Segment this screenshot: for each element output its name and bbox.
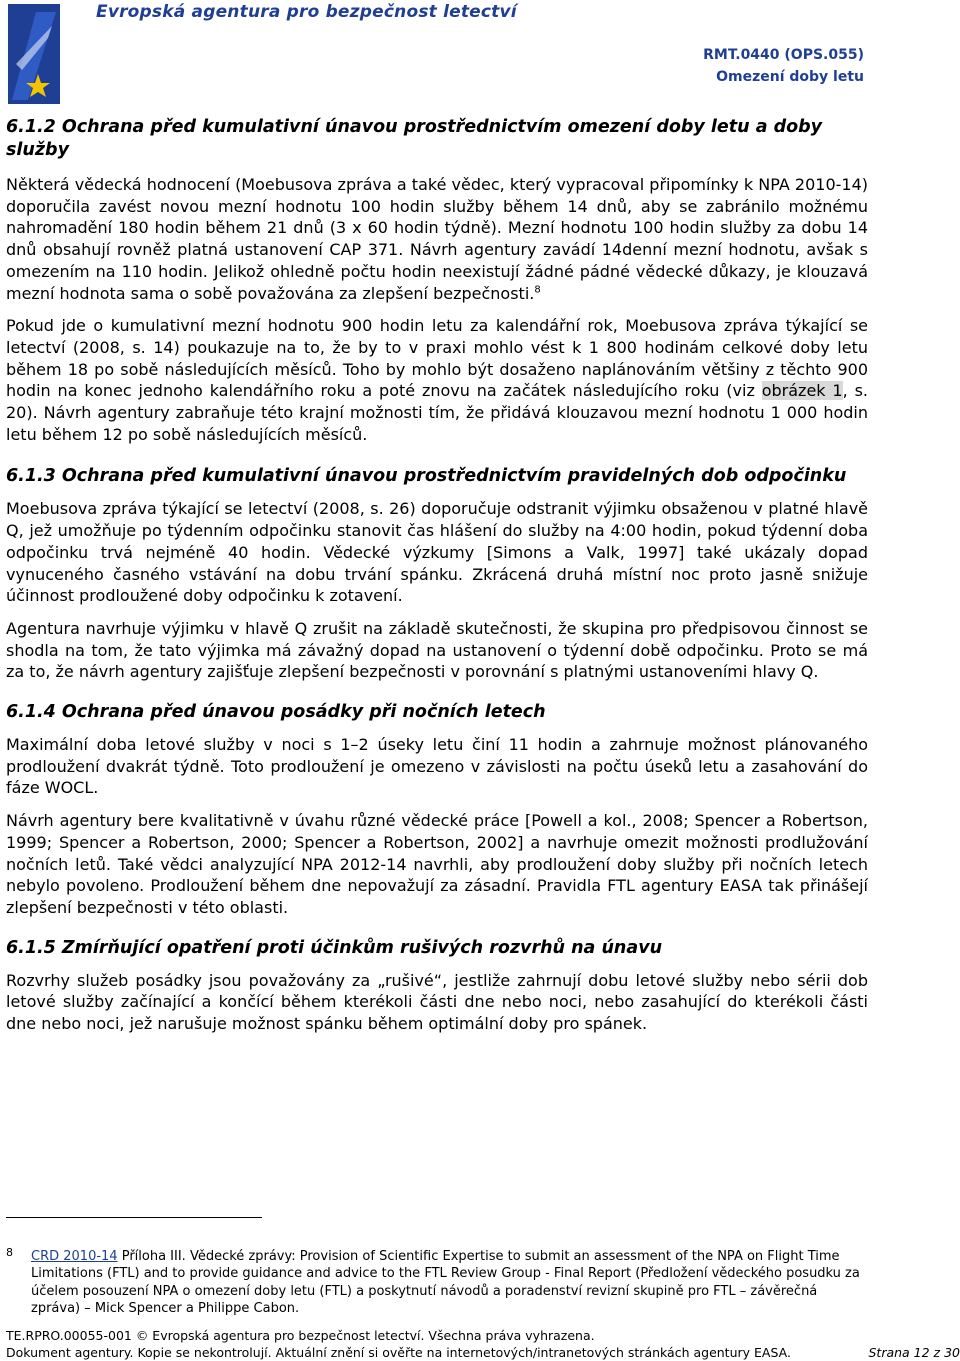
footnote-separator xyxy=(6,1217,262,1218)
footnote-text: Příloha III. Vědecké zprávy: Provision of Scientific Expertise to submit an assessment of the NPA on Flight Time Limitations (FTL) and to provide guidance and advice to the FTL Review Group - Final Report (Předložení vědeckého posudku za účelem posouzení NPA o omezení doby letu (FTL) a poskytnutí návodů a poradenství revizní skupině pro FTL – závěrečná zpráva) – Mick Spencer a Philippe Cabon. xyxy=(31,1249,860,1316)
paragraph: Agentura navrhuje výjimku v hlavě Q zrušit na základě skutečnosti, že skupina pro předpisovou činnost se shodla na tom, že tato výjimka má závažný dopad na ustanovení o týdenní době odpočinku. Proto se má za to, že návrh agentury zajišťuje zlepšení bezpečnosti v porovnání s platnými ustanoveními hlavy Q. xyxy=(6,618,868,682)
footer-row xyxy=(6,1344,960,1361)
header-agency-name: Evropská agentura pro bezpečnost letectví xyxy=(96,2,517,22)
page-footer xyxy=(6,1327,960,1361)
section-heading-6-1-2: 6.1.2 Ochrana před kumulativní únavou prostřednictvím omezení doby letu a doby služby xyxy=(6,117,823,160)
document-body xyxy=(6,116,868,1035)
footnote-link[interactable]: CRD 2010-14 xyxy=(31,1249,118,1264)
section-heading-6-1-5: 6.1.5 Zmírňující opatření proti účinkům rušivých rozvrhů na únavu xyxy=(6,937,663,958)
page-number: Strana 12 z 30 xyxy=(868,1345,960,1360)
header-reference xyxy=(703,44,864,88)
paragraph-text: Pokud jde o kumulativní mezní hodnotu 900 hodin letu za kalendářní rok, Moebusova zpráva týkající se letectví (2008, s. 14) poukazuje na to, že by to v praxi mohlo vést k 1 800 hodinám celkové doby letu během 18 po sobě následujících měsíců. Toho by mohlo být dosaženo naplánováním většiny z těchto 900 hodin na konec jednoho kalendářního roku a poté znovu na začátek následujícího roku (viz xyxy=(6,316,868,401)
footer-copyright: TE.RPRO.00055-001 © Evropská agentura pro bezpečnost letectví. Všechna práva vyhrazena. xyxy=(6,1328,595,1343)
section-heading-6-1-3: 6.1.3 Ochrana před kumulativní únavou prostřednictvím pravidelných dob odpočinku xyxy=(6,466,847,487)
paragraph-text: , s. 20). Návrh agentury zabraňuje této krajní možnosti tím, že přidává klouzavou mezní hodnotu 1 000 hodin letu během 12 po sobě následujících měsíců. xyxy=(6,381,868,444)
header-subject: Omezení doby letu xyxy=(716,69,864,85)
header-rmt-number: RMT.0440 (OPS.055) xyxy=(703,47,864,63)
paragraph: Rozvrhy služeb posádky jsou považovány za „rušivé“, jestliže zahrnují dobu letové služby nebo sérii dob letové služby začínající a končící během kterékoli části dne nebo noci, nebo zasahující do kterékoli části dne nebo noci, jež narušuje možnost spánku během optimální doby pro spánek. xyxy=(6,970,868,1034)
paragraph: Návrh agentury bere kvalitativně v úvahu různé vědecké práce [Powell a kol., 2008; Spencer a Robertson, 1999; Spencer a Robertson, 2000; Spencer a Robertson, 2002] a navrhuje omezit možnosti prodlužování nočních letů. Také vědci analyzující NPA 2012-14 navrhli, aby prodloužení doby služby při nočních letech nebylo povoleno. Prodloužení během dne nepovažují za zásadní. Pravidla FTL agentury EASA tak přinášejí zlepšení bezpečnosti v této oblasti. xyxy=(6,811,868,917)
paragraph xyxy=(6,315,868,445)
section-heading-6-1-4: 6.1.4 Ochrana před únavou posádky při nočních letech xyxy=(6,702,546,723)
footnote-number: 8 xyxy=(6,1246,13,1259)
paragraph: Moebusova zpráva týkající se letectví (2008, s. 26) doporučuje odstranit výjimku obsaženou v platné hlavě Q, jež umožňuje po týdenním odpočinku stanovit čas hlášení do služby na 4:00 hodin, pokud týdenní doba odpočinku trvá nejméně 40 hodin. Vědecké výzkumy [Simons a Valk, 1997] také ukázaly dopad vynuceného časného vstávání na dobu trvání spánku. Zkrácená druhá místní noc proto jasně snižuje účinnost prodloužené doby odpočinku k zotavení. xyxy=(6,499,868,606)
paragraph: Maximální doba letové služby v noci s 1–2 úseky letu činí 11 hodin a zahrnuje možnost plánovaného prodloužení dvakrát týdně. Toto prodloužení je omezeno v závislosti na počtu úseků letu a zasahování do fáze WOCL. xyxy=(6,735,868,798)
easa-logo xyxy=(8,4,60,104)
paragraph xyxy=(6,174,868,304)
paragraph-text: Některá vědecká hodnocení (Moebusova zpráva a také vědec, který vypracoval připomínky k NPA 2010-14) doporučila zavést novou mezní hodnotu 100 hodin služby během 14 dnů, aby se zabránilo možnému nahromadění 180 hodin během 21 dnů (3 x 60 hodin týdně). Mezní hodnotu 100 hodin služby za dobu 14 dnů obsahují rovněž platná ustanovení CAP 371. Návrh agentury zavádí 14denní mezní hodnotu, avšak s omezením na 110 hodin. Jelikož ohledně počtu hodin neexistují žádné pádné vědecké důkazy, je klouzavá mezní hodnota sama o sobě považována za zlepšení bezpečnosti. xyxy=(6,175,868,303)
footer-disclaimer: Dokument agentury. Kopie se nekontrolují. Aktuální znění si ověřte na internetových/intranetových stránkách agentury EASA. xyxy=(6,1345,791,1360)
footnote-ref[interactable]: 8 xyxy=(534,284,541,296)
figure-reference-link[interactable]: obrázek 1 xyxy=(761,381,843,401)
footnote-body xyxy=(31,1248,866,1317)
footnote xyxy=(6,1248,866,1317)
